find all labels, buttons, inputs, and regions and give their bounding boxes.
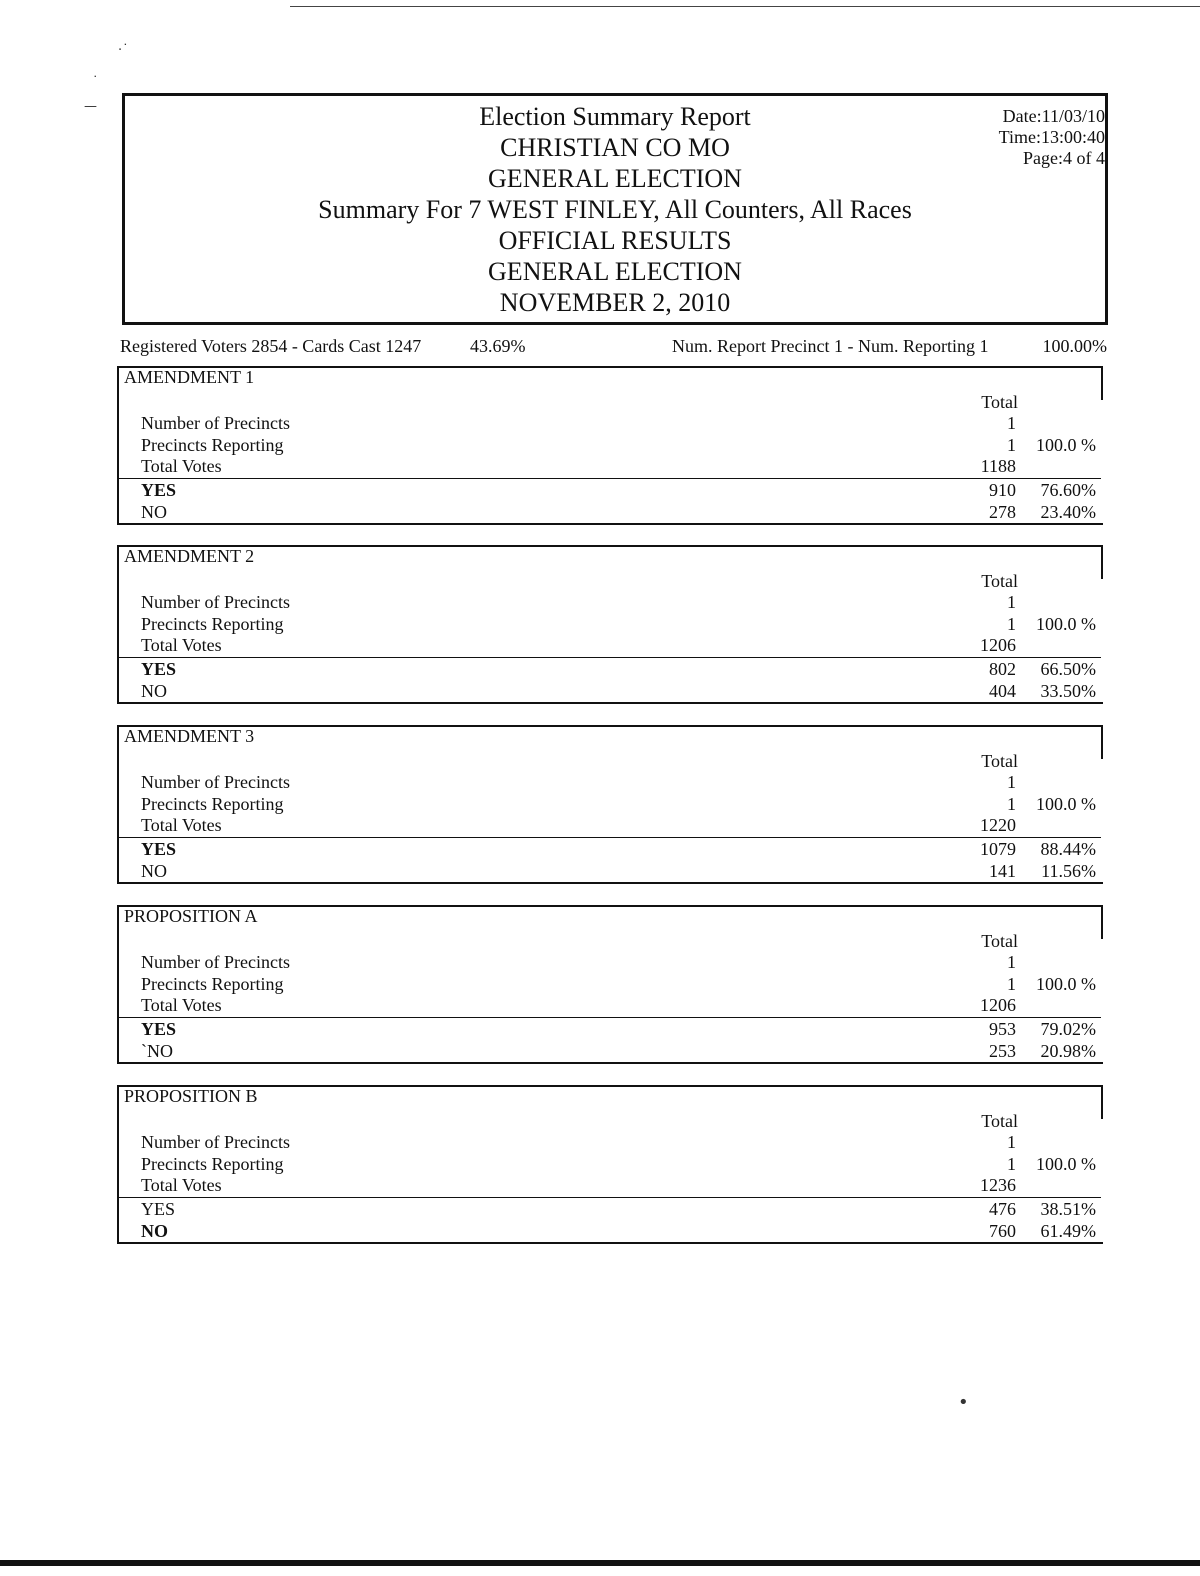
scan-speck: • [958, 1392, 969, 1413]
choice-votes: 253 [989, 1041, 1016, 1061]
choice-row [141, 860, 1101, 882]
choice-label: YES [141, 480, 177, 500]
election-date: NOVEMBER 2, 2010 [499, 288, 731, 317]
race-frame-tab [1101, 366, 1103, 400]
precincts-reporting-percent: 100.0 % [1036, 1154, 1096, 1174]
row-label: Number of Precincts [141, 1132, 290, 1152]
choice-percent: 33.50% [1040, 681, 1096, 701]
race-block [117, 1085, 1103, 1242]
total-votes-row [141, 1174, 1101, 1196]
race-frame-tab [1101, 905, 1103, 939]
precinct-count-row [141, 1131, 1101, 1153]
precincts-reporting-count: 1 [1007, 794, 1016, 814]
report-title-block [125, 101, 1105, 318]
choice-votes: 1079 [980, 839, 1016, 859]
precinct-count-row [141, 412, 1101, 434]
choice-percent: 20.98% [1040, 1041, 1096, 1061]
total-votes: 1206 [980, 635, 1016, 655]
precinct-count-row [141, 951, 1101, 973]
report-header [122, 93, 1108, 325]
county-name: CHRISTIAN CO MO [500, 133, 730, 162]
row-label: Total Votes [141, 995, 222, 1015]
race-title: PROPOSITION A [124, 906, 258, 926]
total-votes: 1188 [980, 456, 1016, 476]
precinct-count: 1 [1007, 772, 1016, 792]
choice-votes: 760 [989, 1221, 1016, 1241]
total-column-header: Total [981, 751, 1018, 771]
choice-row [141, 838, 1101, 860]
row-label: Precincts Reporting [141, 974, 284, 994]
choice-percent: 23.40% [1040, 502, 1096, 522]
choice-votes: 141 [989, 861, 1016, 881]
choice-percent: 76.60% [1040, 480, 1096, 500]
choice-votes: 802 [989, 659, 1016, 679]
choice-row [141, 658, 1101, 680]
report-meta [999, 106, 1105, 169]
total-column-header: Total [981, 392, 1018, 412]
choice-percent: 66.50% [1040, 659, 1096, 679]
election-name-repeat: GENERAL ELECTION [488, 257, 742, 286]
precincts-reporting-row [141, 793, 1101, 815]
report-page: Page:4 of 4 [1023, 148, 1105, 168]
precincts-reporting-count: 1 [1007, 435, 1016, 455]
total-column-header: Total [981, 1111, 1018, 1131]
precincts-reporting-count: 1 [1007, 974, 1016, 994]
report-time: Time:13:00:40 [998, 127, 1105, 147]
choice-label: YES [141, 1019, 177, 1039]
precincts-reporting-row [141, 973, 1101, 995]
race-block [117, 545, 1103, 702]
election-name: GENERAL ELECTION [488, 164, 742, 193]
precincts-reporting-row [141, 1153, 1101, 1175]
turnout-percent: 43.69% [470, 336, 526, 356]
total-votes: 1206 [980, 995, 1016, 1015]
race-block [117, 905, 1103, 1062]
report-title: Election Summary Report [479, 102, 751, 131]
scan-edge-bottom [0, 1560, 1200, 1566]
choice-votes: 476 [989, 1199, 1016, 1219]
choice-label: NO [141, 681, 167, 701]
race-block [117, 366, 1103, 523]
total-votes: 1236 [980, 1175, 1016, 1195]
precinct-count: 1 [1007, 952, 1016, 972]
precinct-reporting: Num. Report Precinct 1 - Num. Reporting 1 [672, 336, 989, 356]
choice-label: NO [141, 502, 167, 522]
row-label: Precincts Reporting [141, 435, 284, 455]
total-column-header: Total [981, 571, 1018, 591]
precincts-reporting-row [141, 613, 1101, 635]
row-label: Number of Precincts [141, 413, 290, 433]
choice-percent: 11.56% [1041, 861, 1096, 881]
precincts-reporting-row [141, 434, 1101, 456]
choice-row [141, 479, 1101, 501]
choice-row [141, 1220, 1101, 1242]
total-column-header: Total [981, 931, 1018, 951]
race-title: AMENDMENT 2 [124, 546, 255, 566]
precinct-count: 1 [1007, 1132, 1016, 1152]
scan-speck: ˙ [92, 75, 99, 90]
row-label: Total Votes [141, 635, 222, 655]
choice-percent: 61.49% [1040, 1221, 1096, 1241]
precincts-reporting-percent: 100.0 % [1036, 435, 1096, 455]
scan-speck: ·˙ [118, 43, 129, 58]
precincts-reporting-count: 1 [1007, 614, 1016, 634]
choice-votes: 953 [989, 1019, 1016, 1039]
reporting-percent: 100.00% [1042, 336, 1107, 356]
row-label: Precincts Reporting [141, 794, 284, 814]
choice-row [141, 1040, 1101, 1062]
choice-percent: 79.02% [1040, 1019, 1096, 1039]
row-label: Number of Precincts [141, 772, 290, 792]
precincts-reporting-percent: 100.0 % [1036, 794, 1096, 814]
choice-label: YES [141, 839, 177, 859]
scan-speck: — [84, 99, 97, 114]
scan-edge-top [290, 6, 1200, 7]
race-title: AMENDMENT 1 [124, 367, 255, 387]
row-label: Precincts Reporting [141, 614, 284, 634]
row-label: Total Votes [141, 815, 222, 835]
race-block [117, 725, 1103, 882]
registered-voters: Registered Voters 2854 - Cards Cast 1247 [120, 336, 422, 356]
precinct-count: 1 [1007, 592, 1016, 612]
precincts-reporting-count: 1 [1007, 1154, 1016, 1174]
race-title: PROPOSITION B [124, 1086, 258, 1106]
choice-votes: 278 [989, 502, 1016, 522]
total-votes: 1220 [980, 815, 1016, 835]
race-frame-tab [1101, 1085, 1103, 1119]
choice-label: NO [141, 861, 167, 881]
row-label: Total Votes [141, 456, 222, 476]
total-votes-row [141, 814, 1101, 836]
choice-label: YES [141, 659, 177, 679]
total-votes-row [141, 634, 1101, 656]
results-status: OFFICIAL RESULTS [498, 226, 732, 255]
precincts-reporting-percent: 100.0 % [1036, 614, 1096, 634]
precinct-count-row [141, 771, 1101, 793]
race-frame-tab [1101, 725, 1103, 759]
total-votes-row [141, 455, 1101, 477]
choice-votes: 404 [989, 681, 1016, 701]
precinct-count-row [141, 591, 1101, 613]
report-date: Date:11/03/10 [1002, 106, 1105, 126]
summary-scope: Summary For 7 WEST FINLEY, All Counters, All Races [318, 195, 912, 224]
choice-percent: 38.51% [1040, 1199, 1096, 1219]
race-title: AMENDMENT 3 [124, 726, 255, 746]
choice-row [141, 501, 1101, 523]
precincts-reporting-percent: 100.0 % [1036, 974, 1096, 994]
row-label: Number of Precincts [141, 592, 290, 612]
choice-label: YES [141, 1199, 176, 1219]
choice-label: NO [141, 1221, 168, 1241]
precinct-count: 1 [1007, 413, 1016, 433]
choice-label: `NO [141, 1041, 173, 1061]
row-label: Number of Precincts [141, 952, 290, 972]
choice-row [141, 680, 1101, 702]
choice-row [141, 1018, 1101, 1040]
choice-percent: 88.44% [1040, 839, 1096, 859]
choice-row [141, 1198, 1101, 1220]
race-frame-tab [1101, 545, 1103, 579]
row-label: Precincts Reporting [141, 1154, 284, 1174]
choice-votes: 910 [989, 480, 1016, 500]
total-votes-row [141, 994, 1101, 1016]
row-label: Total Votes [141, 1175, 222, 1195]
